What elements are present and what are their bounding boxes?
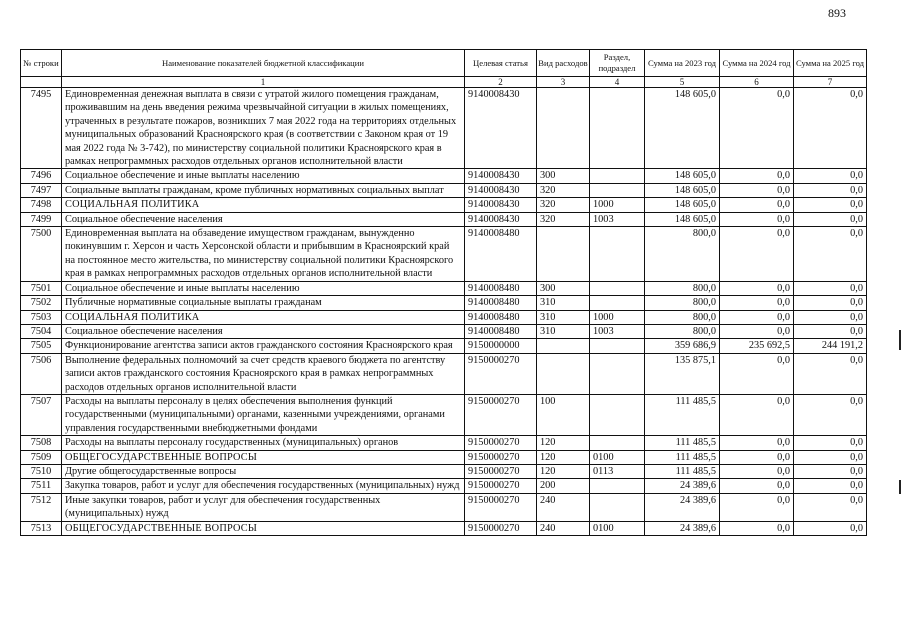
col-header-expense-type: Вид расходов — [537, 50, 590, 77]
row-sum-2023: 148 605,0 — [645, 212, 720, 226]
row-expense-type: 310 — [537, 296, 590, 310]
row-sum-2023: 135 875,1 — [645, 353, 720, 394]
row-sum-2024: 0,0 — [720, 353, 794, 394]
row-name: Социальные выплаты гражданам, кроме публичных нормативных социальных выплат — [62, 183, 465, 197]
row-number: 7495 — [21, 88, 62, 169]
table-row — [21, 464, 867, 478]
row-expense-type: 120 — [537, 436, 590, 450]
row-name: Иные закупки товаров, работ и услуг для обеспечения государственных (муниципальных) нужд — [62, 493, 465, 521]
row-expense-type: 310 — [537, 324, 590, 338]
col-number: 6 — [720, 77, 794, 88]
row-name: Выполнение федеральных полномочий за счет средств краевого бюджета по агентству записи актов гражданского состояния Красноярского края в рамках непрограммных расходов отдельных органов исполнительной власти — [62, 353, 465, 394]
row-section — [590, 436, 645, 450]
row-expense-type: 100 — [537, 394, 590, 435]
row-sum-2025: 0,0 — [794, 227, 867, 282]
row-name: Другие общегосударственные вопросы — [62, 464, 465, 478]
row-target-code: 9140008480 — [465, 324, 537, 338]
row-sum-2023: 800,0 — [645, 296, 720, 310]
table-row — [21, 493, 867, 521]
row-number: 7496 — [21, 169, 62, 183]
row-sum-2025: 0,0 — [794, 324, 867, 338]
table-row — [21, 198, 867, 212]
row-number: 7512 — [21, 493, 62, 521]
row-sum-2023: 24 389,6 — [645, 493, 720, 521]
row-sum-2024: 0,0 — [720, 296, 794, 310]
row-sum-2023: 800,0 — [645, 227, 720, 282]
row-number: 7503 — [21, 310, 62, 324]
row-section — [590, 296, 645, 310]
row-sum-2023: 111 485,5 — [645, 450, 720, 464]
row-target-code: 9150000270 — [465, 353, 537, 394]
row-sum-2023: 148 605,0 — [645, 169, 720, 183]
row-sum-2024: 0,0 — [720, 450, 794, 464]
row-target-code: 9150000270 — [465, 521, 537, 535]
row-expense-type: 320 — [537, 198, 590, 212]
row-target-code: 9140008480 — [465, 281, 537, 295]
row-expense-type: 200 — [537, 479, 590, 493]
row-section: 1000 — [590, 198, 645, 212]
col-header-sum-2023: Сумма на 2023 год — [645, 50, 720, 77]
row-sum-2024: 0,0 — [720, 169, 794, 183]
row-sum-2024: 0,0 — [720, 227, 794, 282]
row-sum-2025: 0,0 — [794, 493, 867, 521]
row-expense-type — [537, 353, 590, 394]
row-expense-type: 300 — [537, 169, 590, 183]
row-sum-2023: 111 485,5 — [645, 436, 720, 450]
row-sum-2024: 0,0 — [720, 493, 794, 521]
row-name: Социальное обеспечение населения — [62, 212, 465, 226]
row-expense-type: 320 — [537, 212, 590, 226]
row-section — [590, 339, 645, 353]
row-section — [590, 394, 645, 435]
row-target-code: 9140008430 — [465, 198, 537, 212]
row-section: 1003 — [590, 212, 645, 226]
column-number-row — [21, 77, 867, 88]
row-sum-2025: 0,0 — [794, 521, 867, 535]
row-section — [590, 493, 645, 521]
row-target-code: 9150000000 — [465, 339, 537, 353]
col-number: 1 — [62, 77, 465, 88]
row-number: 7509 — [21, 450, 62, 464]
row-sum-2024: 0,0 — [720, 521, 794, 535]
row-number: 7498 — [21, 198, 62, 212]
col-header-sum-2024: Сумма на 2024 год — [720, 50, 794, 77]
row-name: Закупка товаров, работ и услуг для обеспечения государственных (муниципальных) нужд — [62, 479, 465, 493]
row-number: 7513 — [21, 521, 62, 535]
row-sum-2024: 0,0 — [720, 464, 794, 478]
scan-edge-mark — [899, 480, 901, 494]
row-name: Расходы на выплаты персоналу государственных (муниципальных) органов — [62, 436, 465, 450]
col-number: 2 — [465, 77, 537, 88]
row-number: 7499 — [21, 212, 62, 226]
col-header-section: Раздел, подраздел — [590, 50, 645, 77]
row-sum-2025: 0,0 — [794, 464, 867, 478]
row-sum-2024: 0,0 — [720, 183, 794, 197]
row-target-code: 9140008430 — [465, 183, 537, 197]
row-sum-2023: 148 605,0 — [645, 198, 720, 212]
table-row — [21, 339, 867, 353]
row-sum-2024: 0,0 — [720, 324, 794, 338]
table-row — [21, 353, 867, 394]
row-sum-2025: 0,0 — [794, 169, 867, 183]
row-section — [590, 183, 645, 197]
row-expense-type: 300 — [537, 281, 590, 295]
row-name: ОБЩЕГОСУДАРСТВЕННЫЕ ВОПРОСЫ — [62, 450, 465, 464]
row-expense-type: 120 — [537, 464, 590, 478]
col-header-sum-2025: Сумма на 2025 год — [794, 50, 867, 77]
row-number: 7500 — [21, 227, 62, 282]
row-sum-2025: 0,0 — [794, 394, 867, 435]
row-target-code: 9140008480 — [465, 296, 537, 310]
row-sum-2025: 0,0 — [794, 296, 867, 310]
row-sum-2024: 0,0 — [720, 88, 794, 169]
row-expense-type — [537, 227, 590, 282]
table-row — [21, 394, 867, 435]
col-number: 4 — [590, 77, 645, 88]
scan-edge-mark — [899, 330, 901, 350]
row-sum-2023: 148 605,0 — [645, 183, 720, 197]
row-sum-2025: 0,0 — [794, 479, 867, 493]
row-sum-2025: 0,0 — [794, 310, 867, 324]
row-name: Социальное обеспечение населения — [62, 324, 465, 338]
row-target-code: 9150000270 — [465, 394, 537, 435]
row-expense-type: 120 — [537, 450, 590, 464]
row-expense-type: 320 — [537, 183, 590, 197]
row-sum-2025: 0,0 — [794, 198, 867, 212]
row-number: 7497 — [21, 183, 62, 197]
row-sum-2024: 0,0 — [720, 281, 794, 295]
row-name: Единовременная выплата на обзаведение имуществом гражданам, вынужденно покинувшим г. Херсон и часть Херсонской области и прибывшим в Красноярский край на постоянное место жительства, по министерству социальной политики Красноярского края в рамках непрограммных расходов отдельных органов исполнительной власти — [62, 227, 465, 282]
row-sum-2025: 0,0 — [794, 353, 867, 394]
row-section: 1003 — [590, 324, 645, 338]
row-sum-2024: 0,0 — [720, 479, 794, 493]
table-row — [21, 479, 867, 493]
col-number: 5 — [645, 77, 720, 88]
table-row — [21, 281, 867, 295]
row-number: 7505 — [21, 339, 62, 353]
row-sum-2023: 800,0 — [645, 281, 720, 295]
row-sum-2025: 0,0 — [794, 212, 867, 226]
row-target-code: 9150000270 — [465, 436, 537, 450]
row-name: Функционирование агентства записи актов гражданского состояния Красноярского края — [62, 339, 465, 353]
table-row — [21, 324, 867, 338]
table-row — [21, 169, 867, 183]
row-target-code: 9150000270 — [465, 450, 537, 464]
row-name: Социальное обеспечение и иные выплаты населению — [62, 169, 465, 183]
col-header-target: Целевая статья — [465, 50, 537, 77]
row-sum-2023: 24 389,6 — [645, 479, 720, 493]
row-number: 7504 — [21, 324, 62, 338]
row-expense-type — [537, 339, 590, 353]
row-expense-type: 240 — [537, 521, 590, 535]
row-name: Единовременная денежная выплата в связи с утратой жилого помещения гражданам, проживавшим на день введения режима чрезвычайной ситуации в жилых помещениях, утраченных в результате пожаров, возникших 7 мая 2022 года на территориях отдельных муниципальных образований Красноярского края (в соответствии с Законом края от 19 мая 2022 года № 3-742), по министерству социальной политики Красноярского края в рамках непрограммных расходов отдельных органов исполнительной власти — [62, 88, 465, 169]
row-sum-2024: 0,0 — [720, 436, 794, 450]
table-row — [21, 310, 867, 324]
row-target-code: 9140008480 — [465, 227, 537, 282]
row-sum-2024: 0,0 — [720, 212, 794, 226]
row-sum-2024: 0,0 — [720, 310, 794, 324]
row-section — [590, 479, 645, 493]
table-row — [21, 88, 867, 169]
row-expense-type — [537, 88, 590, 169]
page-number: 893 — [828, 6, 846, 20]
row-expense-type: 240 — [537, 493, 590, 521]
col-number — [21, 77, 62, 88]
col-header-name: Наименование показателей бюджетной классификации — [62, 50, 465, 77]
row-number: 7506 — [21, 353, 62, 394]
row-sum-2024: 0,0 — [720, 198, 794, 212]
row-sum-2023: 800,0 — [645, 324, 720, 338]
row-sum-2025: 0,0 — [794, 450, 867, 464]
row-sum-2025: 0,0 — [794, 88, 867, 169]
row-expense-type: 310 — [537, 310, 590, 324]
row-name: СОЦИАЛЬНАЯ ПОЛИТИКА — [62, 198, 465, 212]
row-number: 7501 — [21, 281, 62, 295]
row-sum-2023: 111 485,5 — [645, 394, 720, 435]
row-sum-2024: 235 692,5 — [720, 339, 794, 353]
row-section — [590, 88, 645, 169]
row-name: Публичные нормативные социальные выплаты гражданам — [62, 296, 465, 310]
row-number: 7511 — [21, 479, 62, 493]
row-name: ОБЩЕГОСУДАРСТВЕННЫЕ ВОПРОСЫ — [62, 521, 465, 535]
col-number: 7 — [794, 77, 867, 88]
row-number: 7507 — [21, 394, 62, 435]
row-sum-2023: 359 686,9 — [645, 339, 720, 353]
row-section: 1000 — [590, 310, 645, 324]
row-section: 0113 — [590, 464, 645, 478]
row-sum-2025: 0,0 — [794, 183, 867, 197]
row-target-code: 9150000270 — [465, 479, 537, 493]
col-header-row-no: № строки — [21, 50, 62, 77]
row-target-code: 9140008430 — [465, 212, 537, 226]
table-header — [21, 50, 867, 88]
row-name: Социальное обеспечение и иные выплаты населению — [62, 281, 465, 295]
row-target-code: 9150000270 — [465, 464, 537, 478]
row-sum-2024: 0,0 — [720, 394, 794, 435]
budget-table — [20, 49, 867, 536]
row-section — [590, 281, 645, 295]
row-section — [590, 353, 645, 394]
table-row — [21, 296, 867, 310]
row-number: 7508 — [21, 436, 62, 450]
row-target-code: 9140008430 — [465, 88, 537, 169]
row-section: 0100 — [590, 521, 645, 535]
row-sum-2023: 24 389,6 — [645, 521, 720, 535]
row-sum-2025: 0,0 — [794, 281, 867, 295]
row-name: Расходы на выплаты персоналу в целях обеспечения выполнения функций государственными (муниципальными) органами, казенными учреждениями, органами управления государственными внебюджетными фондами — [62, 394, 465, 435]
row-target-code: 9140008480 — [465, 310, 537, 324]
row-target-code: 9150000270 — [465, 493, 537, 521]
row-sum-2023: 111 485,5 — [645, 464, 720, 478]
table-row — [21, 227, 867, 282]
table-body — [21, 88, 867, 536]
table-row — [21, 436, 867, 450]
row-number: 7510 — [21, 464, 62, 478]
row-number: 7502 — [21, 296, 62, 310]
table-row — [21, 212, 867, 226]
row-sum-2023: 800,0 — [645, 310, 720, 324]
row-name: СОЦИАЛЬНАЯ ПОЛИТИКА — [62, 310, 465, 324]
row-section — [590, 227, 645, 282]
row-sum-2023: 148 605,0 — [645, 88, 720, 169]
row-section: 0100 — [590, 450, 645, 464]
row-target-code: 9140008430 — [465, 169, 537, 183]
table-row — [21, 183, 867, 197]
row-section — [590, 169, 645, 183]
row-sum-2025: 244 191,2 — [794, 339, 867, 353]
col-number: 3 — [537, 77, 590, 88]
table-row — [21, 521, 867, 535]
row-sum-2025: 0,0 — [794, 436, 867, 450]
table-row — [21, 450, 867, 464]
